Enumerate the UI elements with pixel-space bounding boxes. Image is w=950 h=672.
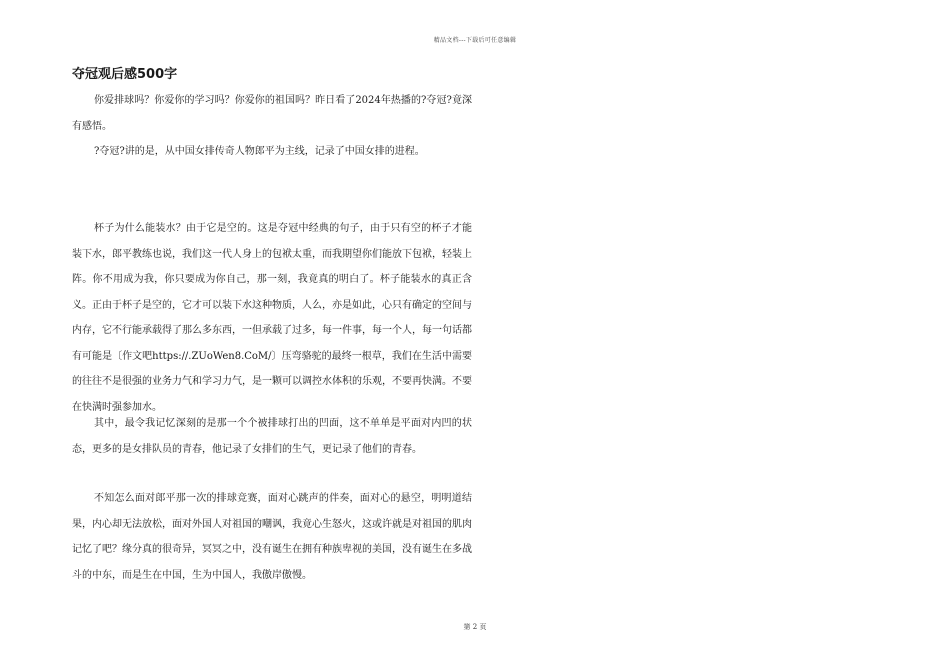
page-header: 精品文档---下载后可任意编辑: [433, 37, 517, 44]
paragraph-empty-cup: 杯子为什么能装水？由于它是空的。这是夺冠中经典的句子，由于只有空的杯子才能装下水，郎平教练也说，我们这一代人身上的包袱太重，而我期望你们能放下包袱，轻装上阵。你不用成为我，你只要成为你自己，那一刻，我竟真的明白了。杯子能装水的真正含义。正由于杯子是空的，它才可以装下水这种物质，人么，亦是如此，心只有确定的空间与内存，它不行能承载得了那么多东西，一但承载了过多，每一件事，每一个人，每一句话都有可能是〔作文吧https://.ZUoWen8.CoM/〕压弯骆驼的最终一根草，我们在生活中需要的往往不是很强的业务力气和学习力气，是一颗可以调控水体积的乐观，不要再快满。不要在快满时强参加水。: [72, 223, 472, 413]
paragraph-dents: 其中，最令我记忆深刻的是那一个个被排球打出的凹面，这不单单是平面对内凹的状态，更多的是女排队员的青春，他记录了女排们的生气，更记录了他们的青春。: [72, 418, 472, 455]
paragraph-intro: 你爱排球吗？你爱你的学习吗？你爱你的祖国吗？昨日看了2024年热播的?夺冠?竟深有感悟。: [72, 95, 472, 132]
document-title: 夺冠观后感500字: [72, 67, 178, 82]
paragraph-match: 不知怎么面对郎平那一次的排球竞赛，面对心跳声的伴奏，面对心的悬空，明明道结果，内心却无法放松，面对外国人对祖国的嘲讽，我竟心生怒火，这或许就是对祖国的肌肉记忆了吧？缘分真的很奇异，冥冥之中，没有诞生在拥有种族卑视的美国，没有诞生在多战斗的中东，而是生在中国，生为中国人，我傲岸傲慢。: [72, 493, 472, 581]
paragraph-summary: ?夺冠?讲的是，从中国女排传奇人物郎平为主线，记录了中国女排的进程。: [94, 146, 425, 157]
page-number: 第 2 页: [463, 623, 487, 631]
